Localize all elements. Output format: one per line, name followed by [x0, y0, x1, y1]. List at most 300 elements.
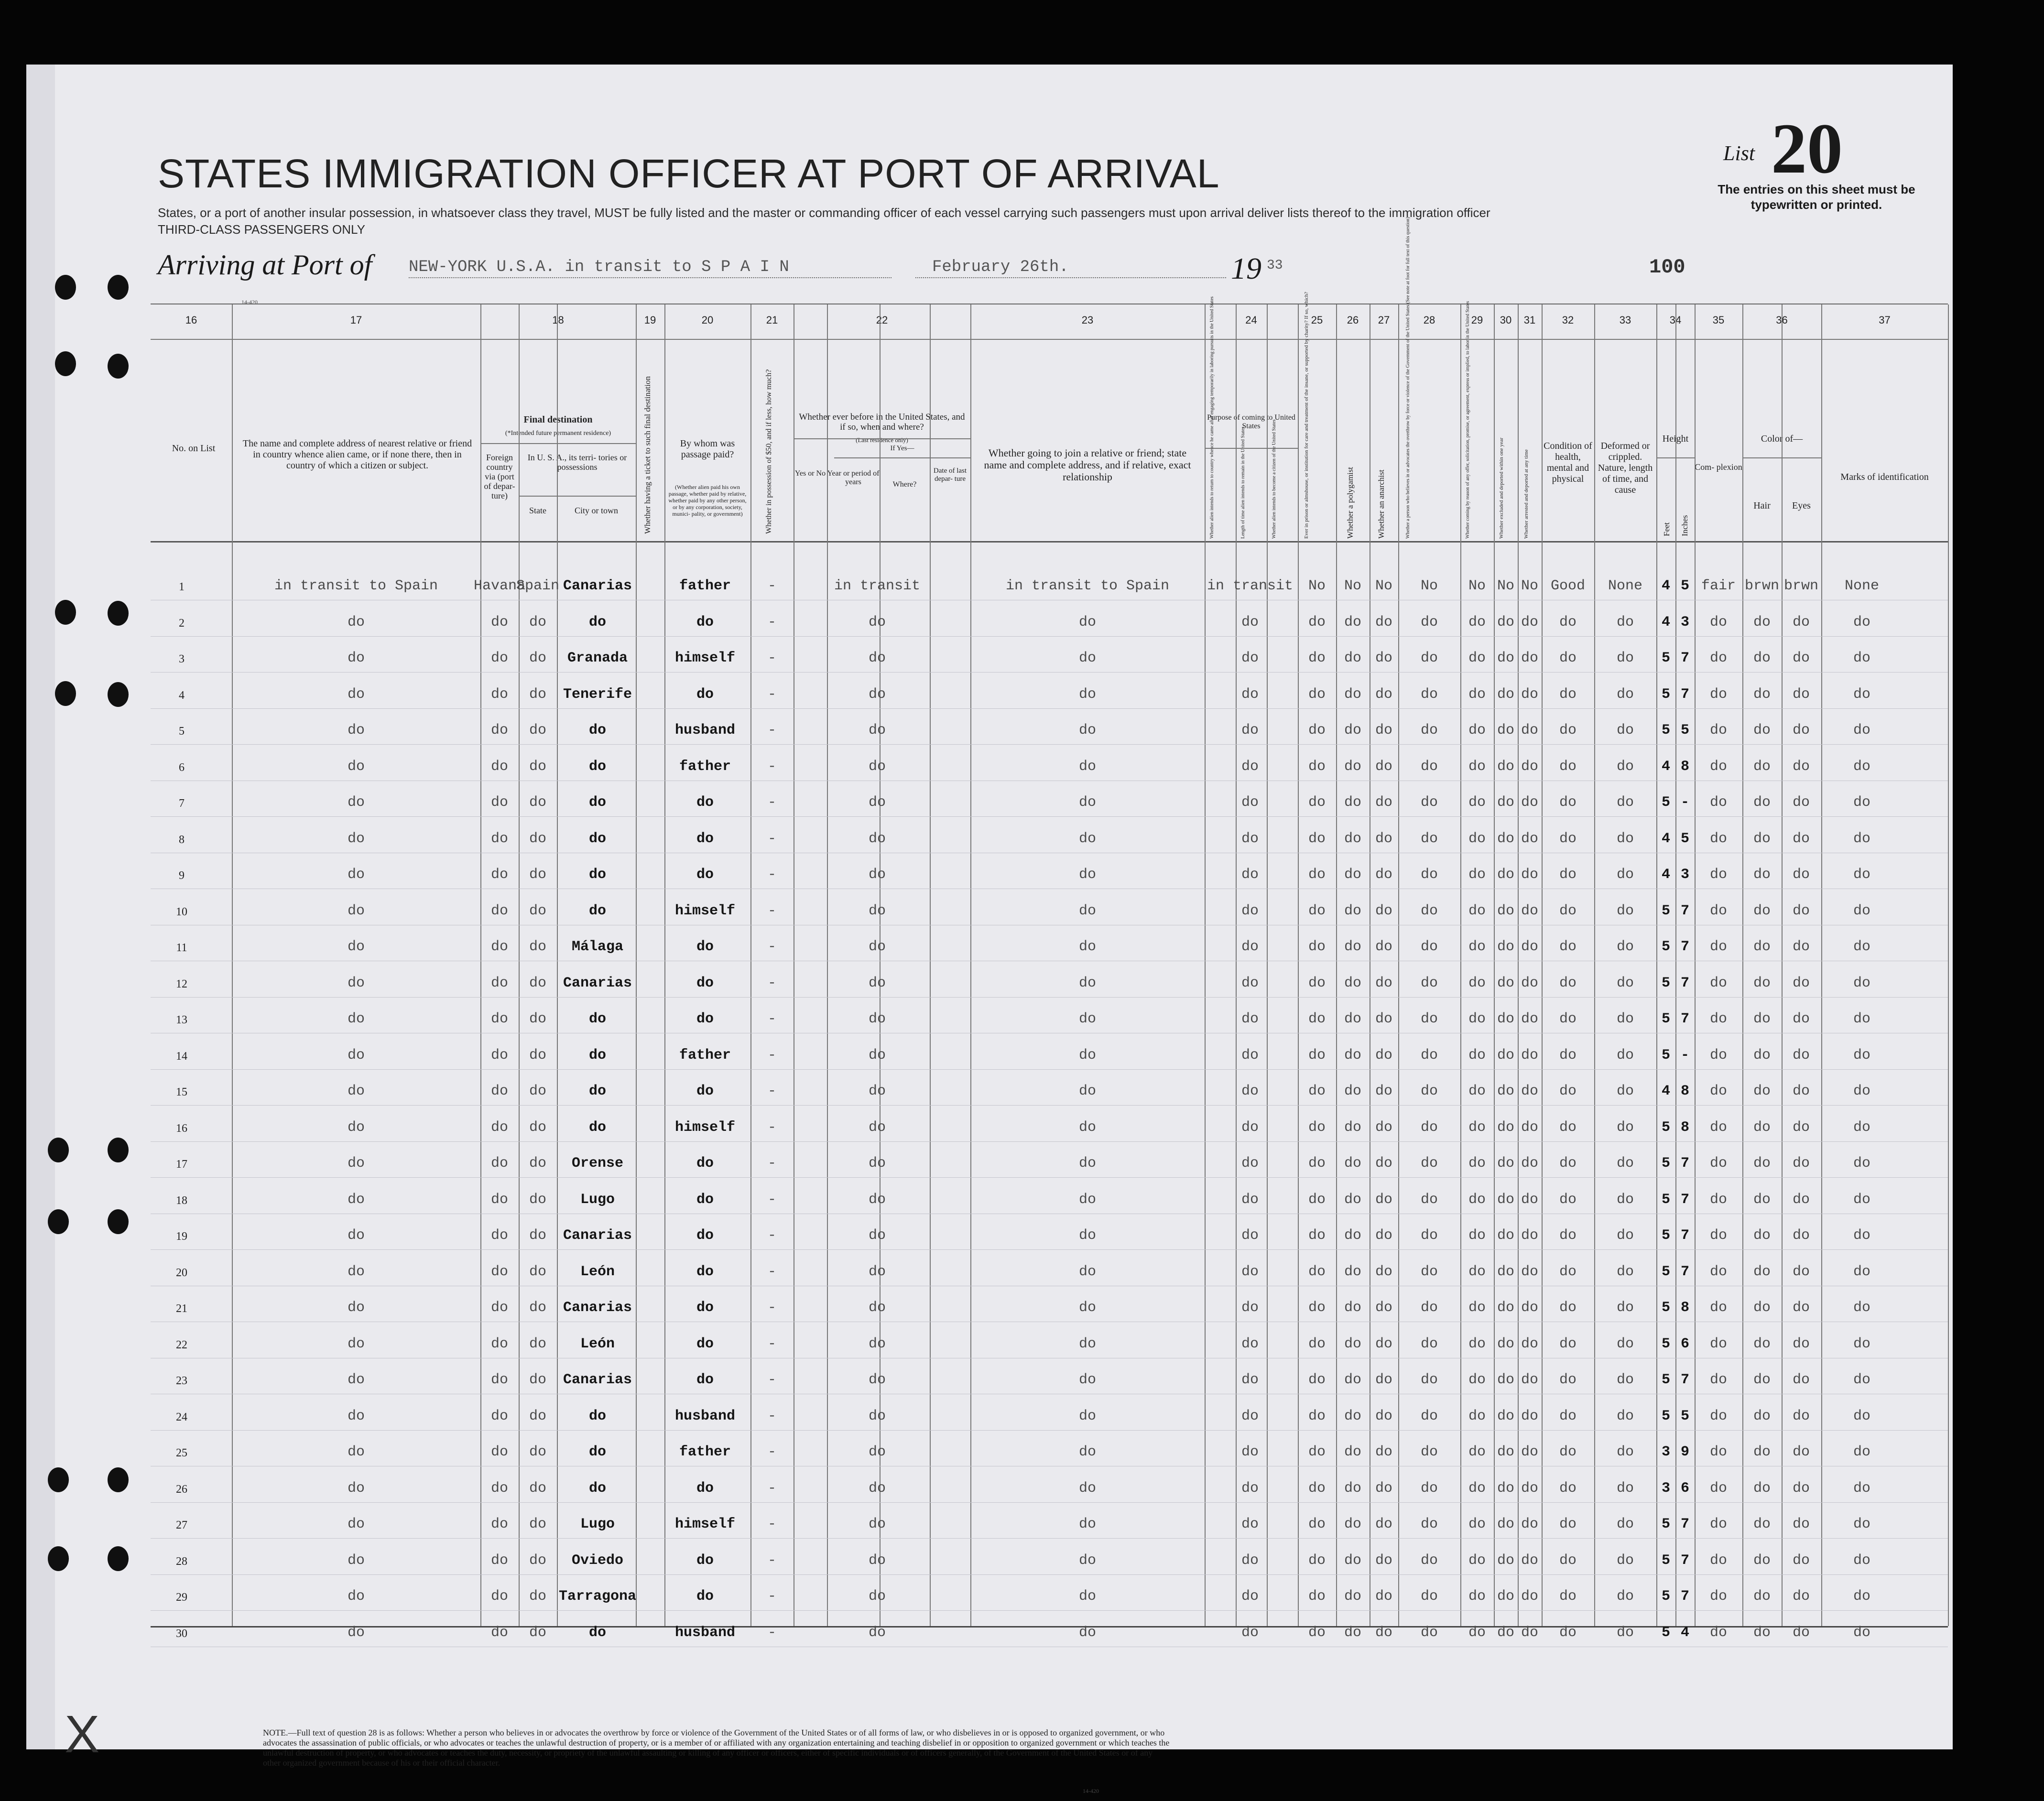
cell-q25: do [1308, 1588, 1326, 1605]
colnum-18: 18 [552, 314, 564, 326]
cell-q25: do [1308, 867, 1326, 883]
cell-via: do [490, 867, 509, 883]
cell-q25: do [1308, 1227, 1326, 1244]
cell-comp: do [1709, 1263, 1728, 1280]
cell-q31: do [1521, 1335, 1539, 1352]
row-number: 20 [176, 1266, 187, 1279]
cell-hair: do [1753, 1552, 1771, 1569]
cell-yn: do [868, 1408, 886, 1424]
cell-health: Good [1550, 578, 1586, 594]
cell-purpose: do [1241, 758, 1259, 775]
row-number: 26 [176, 1483, 187, 1496]
cell-state: do [529, 1444, 547, 1460]
cell-yn: do [868, 686, 886, 703]
cell-state: do [529, 975, 547, 991]
hdr-yes-no: Yes or No [794, 469, 826, 477]
cell-fifty: - [767, 1191, 777, 1208]
column-rule [519, 304, 520, 1626]
column-rule [664, 304, 665, 1626]
cell-purpose: do [1241, 830, 1259, 847]
cell-q26: do [1344, 686, 1362, 703]
cell-q28: do [1420, 1047, 1438, 1063]
cell-comp: do [1709, 1408, 1728, 1424]
cell-purpose: do [1241, 1011, 1259, 1027]
cell-join: do [1078, 1011, 1097, 1027]
cell-eyes: do [1792, 1480, 1810, 1497]
cell-ft: 5 [1661, 686, 1671, 703]
cell-fifty: - [767, 1335, 777, 1352]
cell-paid: do [696, 1191, 714, 1208]
colnum-34: 34 [1669, 314, 1682, 326]
header-sub-rule [834, 457, 970, 458]
cell-q28: do [1420, 614, 1438, 630]
cell-purpose: do [1241, 1588, 1259, 1605]
column-rule [1518, 304, 1519, 1626]
column-rule [970, 304, 971, 1626]
cell-in: 5 [1680, 578, 1690, 594]
cell-yn: do [868, 1011, 886, 1027]
cell-purpose: do [1241, 1191, 1259, 1208]
hdr-q30: Whether excluded and deported within one year [1499, 437, 1504, 539]
cell-marks: do [1853, 794, 1871, 811]
cell-health: do [1559, 686, 1577, 703]
cell-q27: do [1375, 1588, 1393, 1605]
row-number: 19 [176, 1230, 187, 1243]
cell-q25: do [1308, 1191, 1326, 1208]
cell-q31: do [1521, 867, 1539, 883]
cell-q31: do [1521, 1263, 1539, 1280]
cell-rel: do [347, 1408, 365, 1424]
cell-join: do [1078, 722, 1097, 738]
cell-in: 7 [1680, 939, 1690, 955]
cell-eyes: do [1792, 1516, 1810, 1532]
cell-q28: do [1420, 1083, 1438, 1099]
cell-q29: do [1468, 830, 1486, 847]
cell-marks: do [1853, 1408, 1871, 1424]
cell-q29: do [1468, 1480, 1486, 1497]
cell-comp: do [1709, 1119, 1728, 1136]
cell-q26: do [1344, 1552, 1362, 1569]
cell-city: do [588, 614, 607, 630]
cell-paid: do [696, 1372, 714, 1388]
cell-q29: do [1468, 1552, 1486, 1569]
form-code-top: 14-420 [241, 299, 258, 305]
cell-eyes: do [1792, 1227, 1810, 1244]
cell-q29: do [1468, 686, 1486, 703]
cell-city: do [588, 1444, 607, 1460]
cell-q27: do [1375, 1083, 1393, 1099]
cell-state: do [529, 1119, 547, 1136]
class-line: THIRD-CLASS PASSENGERS ONLY [158, 222, 365, 237]
cell-via: do [490, 830, 509, 847]
cell-ft: 5 [1661, 939, 1671, 955]
column-rule [1336, 304, 1337, 1626]
cell-purpose: do [1241, 1047, 1259, 1063]
manifest-sheet [26, 65, 1953, 1794]
cell-in: 7 [1680, 1552, 1690, 1569]
cell-q28: do [1420, 1444, 1438, 1460]
cell-deformed: do [1616, 1372, 1634, 1388]
hdr-hair: Hair [1753, 500, 1771, 511]
cell-q31: do [1521, 975, 1539, 991]
cell-rel: do [347, 1372, 365, 1388]
cell-paid: father [679, 578, 731, 594]
cell-q30: do [1497, 794, 1515, 811]
cell-eyes: do [1792, 722, 1810, 738]
cell-q28: do [1420, 1516, 1438, 1532]
cell-q29: do [1468, 1083, 1486, 1099]
cell-rel: do [347, 1191, 365, 1208]
cell-yn: do [868, 1263, 886, 1280]
cell-deformed: do [1616, 1047, 1634, 1063]
cell-via: do [490, 1083, 509, 1099]
cell-q29: do [1468, 975, 1486, 991]
cell-marks: do [1853, 1155, 1871, 1172]
hdr-color-of: Color of— [1761, 434, 1803, 444]
cell-paid: do [696, 939, 714, 955]
cell-q31: do [1521, 1444, 1539, 1460]
colnum-24: 24 [1245, 314, 1257, 326]
cell-ft: 5 [1661, 1372, 1671, 1388]
cell-q31: do [1521, 1083, 1539, 1099]
cell-q28: do [1420, 1263, 1438, 1280]
column-rule [1821, 304, 1822, 1626]
cell-q26: do [1344, 1480, 1362, 1497]
cell-rel: do [347, 867, 365, 883]
row-rule [151, 1538, 1948, 1539]
cell-q30: do [1497, 1191, 1515, 1208]
hdr-prison: Ever in prison or almshouse, or institution for care and treatment of the insane, or supported by charity? If so, which? [1304, 292, 1309, 539]
cell-join: do [1078, 1155, 1097, 1172]
cell-eyes: do [1792, 686, 1810, 703]
cell-hair: do [1753, 1444, 1771, 1460]
cell-in: 8 [1680, 758, 1690, 775]
cell-via: do [490, 1300, 509, 1316]
cell-q28: do [1420, 1300, 1438, 1316]
cell-q31: do [1521, 614, 1539, 630]
hdr-if-yes: If Yes— [890, 445, 914, 452]
cell-marks: do [1853, 614, 1871, 630]
cell-join: do [1078, 794, 1097, 811]
cell-q27: do [1375, 1047, 1393, 1063]
cell-health: do [1559, 1552, 1577, 1569]
hdr-passage-paid: By whom was passage paid? [680, 438, 735, 460]
cell-fifty: - [767, 902, 777, 919]
cell-comp: do [1709, 1624, 1728, 1641]
cell-rel: do [347, 1263, 365, 1280]
form-code-bottom: 14-420 [1083, 1788, 1099, 1794]
cell-q28: do [1420, 1552, 1438, 1569]
cell-eyes: do [1792, 650, 1810, 666]
punch-hole [48, 1546, 69, 1571]
cell-city: Canarias [563, 1300, 632, 1316]
cell-q29: do [1468, 867, 1486, 883]
cell-state: do [529, 1263, 547, 1280]
cell-paid: do [696, 614, 714, 630]
cell-q28: do [1420, 1119, 1438, 1136]
cell-q29: do [1468, 902, 1486, 919]
cell-city: León [580, 1335, 615, 1352]
cell-q25: do [1308, 1408, 1326, 1424]
cell-eyes: do [1792, 1263, 1810, 1280]
cell-q27: do [1375, 902, 1393, 919]
cell-marks: do [1853, 1263, 1871, 1280]
cell-state: do [529, 1624, 547, 1641]
cell-in: 8 [1680, 1300, 1690, 1316]
year-prefix: 19 [1231, 251, 1261, 285]
cell-yn: do [868, 830, 886, 847]
cell-purpose: do [1241, 722, 1259, 738]
colnum-25: 25 [1311, 314, 1323, 326]
cell-join: do [1078, 1516, 1097, 1532]
cell-marks: do [1853, 1227, 1871, 1244]
cell-q29: do [1468, 1047, 1486, 1063]
cell-q30: do [1497, 975, 1515, 991]
punch-hole [108, 354, 129, 379]
cell-q28: do [1420, 867, 1438, 883]
cell-via: do [490, 1263, 509, 1280]
cell-yn: in transit [834, 578, 921, 594]
cell-deformed: do [1616, 1119, 1634, 1136]
cell-health: do [1559, 614, 1577, 630]
cell-q27: do [1375, 1624, 1393, 1641]
cell-hair: do [1753, 1516, 1771, 1532]
cell-q30: No [1497, 578, 1515, 594]
cell-q27: do [1375, 722, 1393, 738]
cell-marks: do [1853, 867, 1871, 883]
cell-health: do [1559, 867, 1577, 883]
cell-ft: 5 [1661, 650, 1671, 666]
row-rule [151, 1069, 1948, 1070]
cell-city: do [588, 1480, 607, 1497]
cell-purpose: do [1241, 902, 1259, 919]
cell-deformed: None [1608, 578, 1643, 594]
cell-marks: do [1853, 830, 1871, 847]
cell-marks: do [1853, 1047, 1871, 1063]
cell-deformed: do [1616, 1227, 1634, 1244]
cell-state: do [529, 1335, 547, 1352]
cell-city: do [588, 722, 607, 738]
cell-marks: do [1853, 939, 1871, 955]
cell-comp: do [1709, 1552, 1728, 1569]
cell-q31: do [1521, 1372, 1539, 1388]
cell-join: do [1078, 686, 1097, 703]
header-sub-rule [1205, 448, 1298, 449]
cell-deformed: do [1616, 686, 1634, 703]
cell-purpose: do [1241, 614, 1259, 630]
cell-deformed: do [1616, 1191, 1634, 1208]
cell-health: do [1559, 1227, 1577, 1244]
cell-marks: do [1853, 975, 1871, 991]
cell-q27: do [1375, 1300, 1393, 1316]
cell-q31: do [1521, 722, 1539, 738]
cell-purpose: do [1241, 1155, 1259, 1172]
hdr-foreign-country: Foreign country via (port of depar- ture) [484, 453, 515, 500]
cell-ft: 3 [1661, 1480, 1671, 1497]
punch-hole [48, 1209, 69, 1234]
cell-yn: do [868, 1119, 886, 1136]
cell-q28: do [1420, 1191, 1438, 1208]
column-rule [1742, 304, 1743, 1626]
year-suffix: 33 [1267, 258, 1283, 273]
cell-q27: do [1375, 1155, 1393, 1172]
cell-fifty: - [767, 1083, 777, 1099]
cell-purpose: do [1241, 1480, 1259, 1497]
cell-yn: do [868, 1047, 886, 1063]
cell-join: do [1078, 1588, 1097, 1605]
cell-yn: do [868, 614, 886, 630]
cell-in: 7 [1680, 1588, 1690, 1605]
hdr-purpose: Purpose of coming to United States [1207, 413, 1295, 430]
column-rule [1236, 304, 1237, 1626]
cell-q25: do [1308, 1552, 1326, 1569]
hdr-feet: Feet [1662, 522, 1671, 536]
cell-join: do [1078, 1119, 1097, 1136]
row-number: 17 [176, 1158, 187, 1171]
row-number: 16 [176, 1122, 187, 1135]
cell-purpose: do [1241, 1263, 1259, 1280]
hdr-where: Where? [892, 480, 917, 488]
cell-ft: 5 [1661, 1516, 1671, 1532]
cell-q25: do [1308, 650, 1326, 666]
row-rule [151, 636, 1948, 637]
hdr-relative: The name and complete address of nearest relative or friend in country whence alien came, or if none there, then in country of which a citizen or subject. [242, 438, 472, 471]
cell-purpose: do [1241, 1300, 1259, 1316]
cell-q25: do [1308, 1155, 1326, 1172]
cell-q31: do [1521, 1047, 1539, 1063]
cell-q29: do [1468, 1300, 1486, 1316]
cell-paid: himself [674, 902, 736, 919]
sheet-number: 100 [1649, 256, 1685, 279]
cell-q28: do [1420, 1408, 1438, 1424]
cell-paid: husband [674, 722, 736, 738]
cell-state: do [529, 1300, 547, 1316]
cell-yn: do [868, 975, 886, 991]
row-number: 22 [176, 1338, 187, 1351]
cell-fifty: - [767, 722, 777, 738]
cell-deformed: do [1616, 902, 1634, 919]
cell-comp: do [1709, 794, 1728, 811]
cell-state: do [529, 1155, 547, 1172]
cell-q26: do [1344, 1300, 1362, 1316]
cell-yn: do [868, 1516, 886, 1532]
cell-city: Málaga [571, 939, 624, 955]
cell-in: 6 [1680, 1480, 1690, 1497]
colnum-29: 29 [1471, 314, 1483, 326]
punch-hole [55, 600, 76, 625]
cell-eyes: do [1792, 794, 1810, 811]
cell-join: do [1078, 902, 1097, 919]
cell-join: do [1078, 1047, 1097, 1063]
cell-deformed: do [1616, 1588, 1634, 1605]
cell-comp: do [1709, 902, 1728, 919]
cell-comp: do [1709, 830, 1728, 847]
cell-comp: do [1709, 1047, 1728, 1063]
cell-city: do [588, 867, 607, 883]
cell-q25: do [1308, 1300, 1326, 1316]
cell-via: do [490, 1552, 509, 1569]
cell-hair: brwn [1744, 578, 1780, 594]
header-sub-rule [519, 496, 636, 497]
cell-q25: do [1308, 1335, 1326, 1352]
row-number: 9 [179, 869, 185, 882]
cell-hair: do [1753, 830, 1771, 847]
cell-q26: do [1344, 1588, 1362, 1605]
hdr-ticket: Whether having a ticket to such final destination [643, 376, 652, 534]
cell-health: do [1559, 1444, 1577, 1460]
cell-fifty: - [767, 939, 777, 955]
hdr-final-destination: Final destination [523, 414, 593, 425]
cell-in: 7 [1680, 902, 1690, 919]
cell-rel: in transit to Spain [274, 578, 438, 594]
colnum-21: 21 [766, 314, 778, 326]
cell-q31: No [1521, 578, 1539, 594]
cell-q27: do [1375, 1480, 1393, 1497]
cell-fifty: - [767, 578, 777, 594]
cell-eyes: do [1792, 1191, 1810, 1208]
cell-q26: do [1344, 1335, 1362, 1352]
cell-q31: do [1521, 1588, 1539, 1605]
cell-in: 7 [1680, 1263, 1690, 1280]
cell-eyes: do [1792, 1011, 1810, 1027]
cell-q25: do [1308, 1011, 1326, 1027]
cell-eyes: do [1792, 1372, 1810, 1388]
cell-in: - [1680, 1047, 1690, 1063]
cell-comp: do [1709, 1516, 1728, 1532]
cell-q30: do [1497, 1119, 1515, 1136]
column-rule [557, 304, 558, 1626]
cell-city: Oviedo [571, 1552, 624, 1569]
cell-q28: do [1420, 650, 1438, 666]
colnum-35: 35 [1712, 314, 1725, 326]
cell-deformed: do [1616, 722, 1634, 738]
cell-in: 5 [1680, 722, 1690, 738]
cell-q29: do [1468, 1588, 1486, 1605]
row-number: 29 [176, 1591, 187, 1604]
cell-paid: himself [674, 650, 736, 666]
cell-comp: do [1709, 1372, 1728, 1388]
cell-comp: do [1709, 722, 1728, 738]
cell-rel: do [347, 1444, 365, 1460]
hdr-anarchist: Whether an anarchist [1377, 469, 1386, 539]
cell-q30: do [1497, 722, 1515, 738]
cell-in: 4 [1680, 1624, 1690, 1641]
cell-deformed: do [1616, 830, 1634, 847]
cell-via: do [490, 1588, 509, 1605]
cell-rel: do [347, 1552, 365, 1569]
colnum-32: 32 [1562, 314, 1574, 326]
column-rule [750, 304, 751, 1626]
cell-fifty: - [767, 1227, 777, 1244]
row-number: 2 [179, 617, 185, 629]
row-number: 13 [176, 1014, 187, 1026]
hdr-height: Height [1662, 434, 1689, 444]
cell-via: do [490, 686, 509, 703]
cell-q26: do [1344, 1047, 1362, 1063]
colnum-19: 19 [644, 314, 656, 326]
cell-join: do [1078, 939, 1097, 955]
cell-health: do [1559, 1624, 1577, 1641]
cell-purpose: do [1241, 1408, 1259, 1424]
cell-q26: do [1344, 758, 1362, 775]
cell-q29: No [1468, 578, 1486, 594]
cell-health: do [1559, 1588, 1577, 1605]
cell-join: do [1078, 1552, 1097, 1569]
cell-comp: do [1709, 1480, 1728, 1497]
cell-q25: do [1308, 1624, 1326, 1641]
cell-q29: do [1468, 1444, 1486, 1460]
cell-rel: do [347, 1624, 365, 1641]
